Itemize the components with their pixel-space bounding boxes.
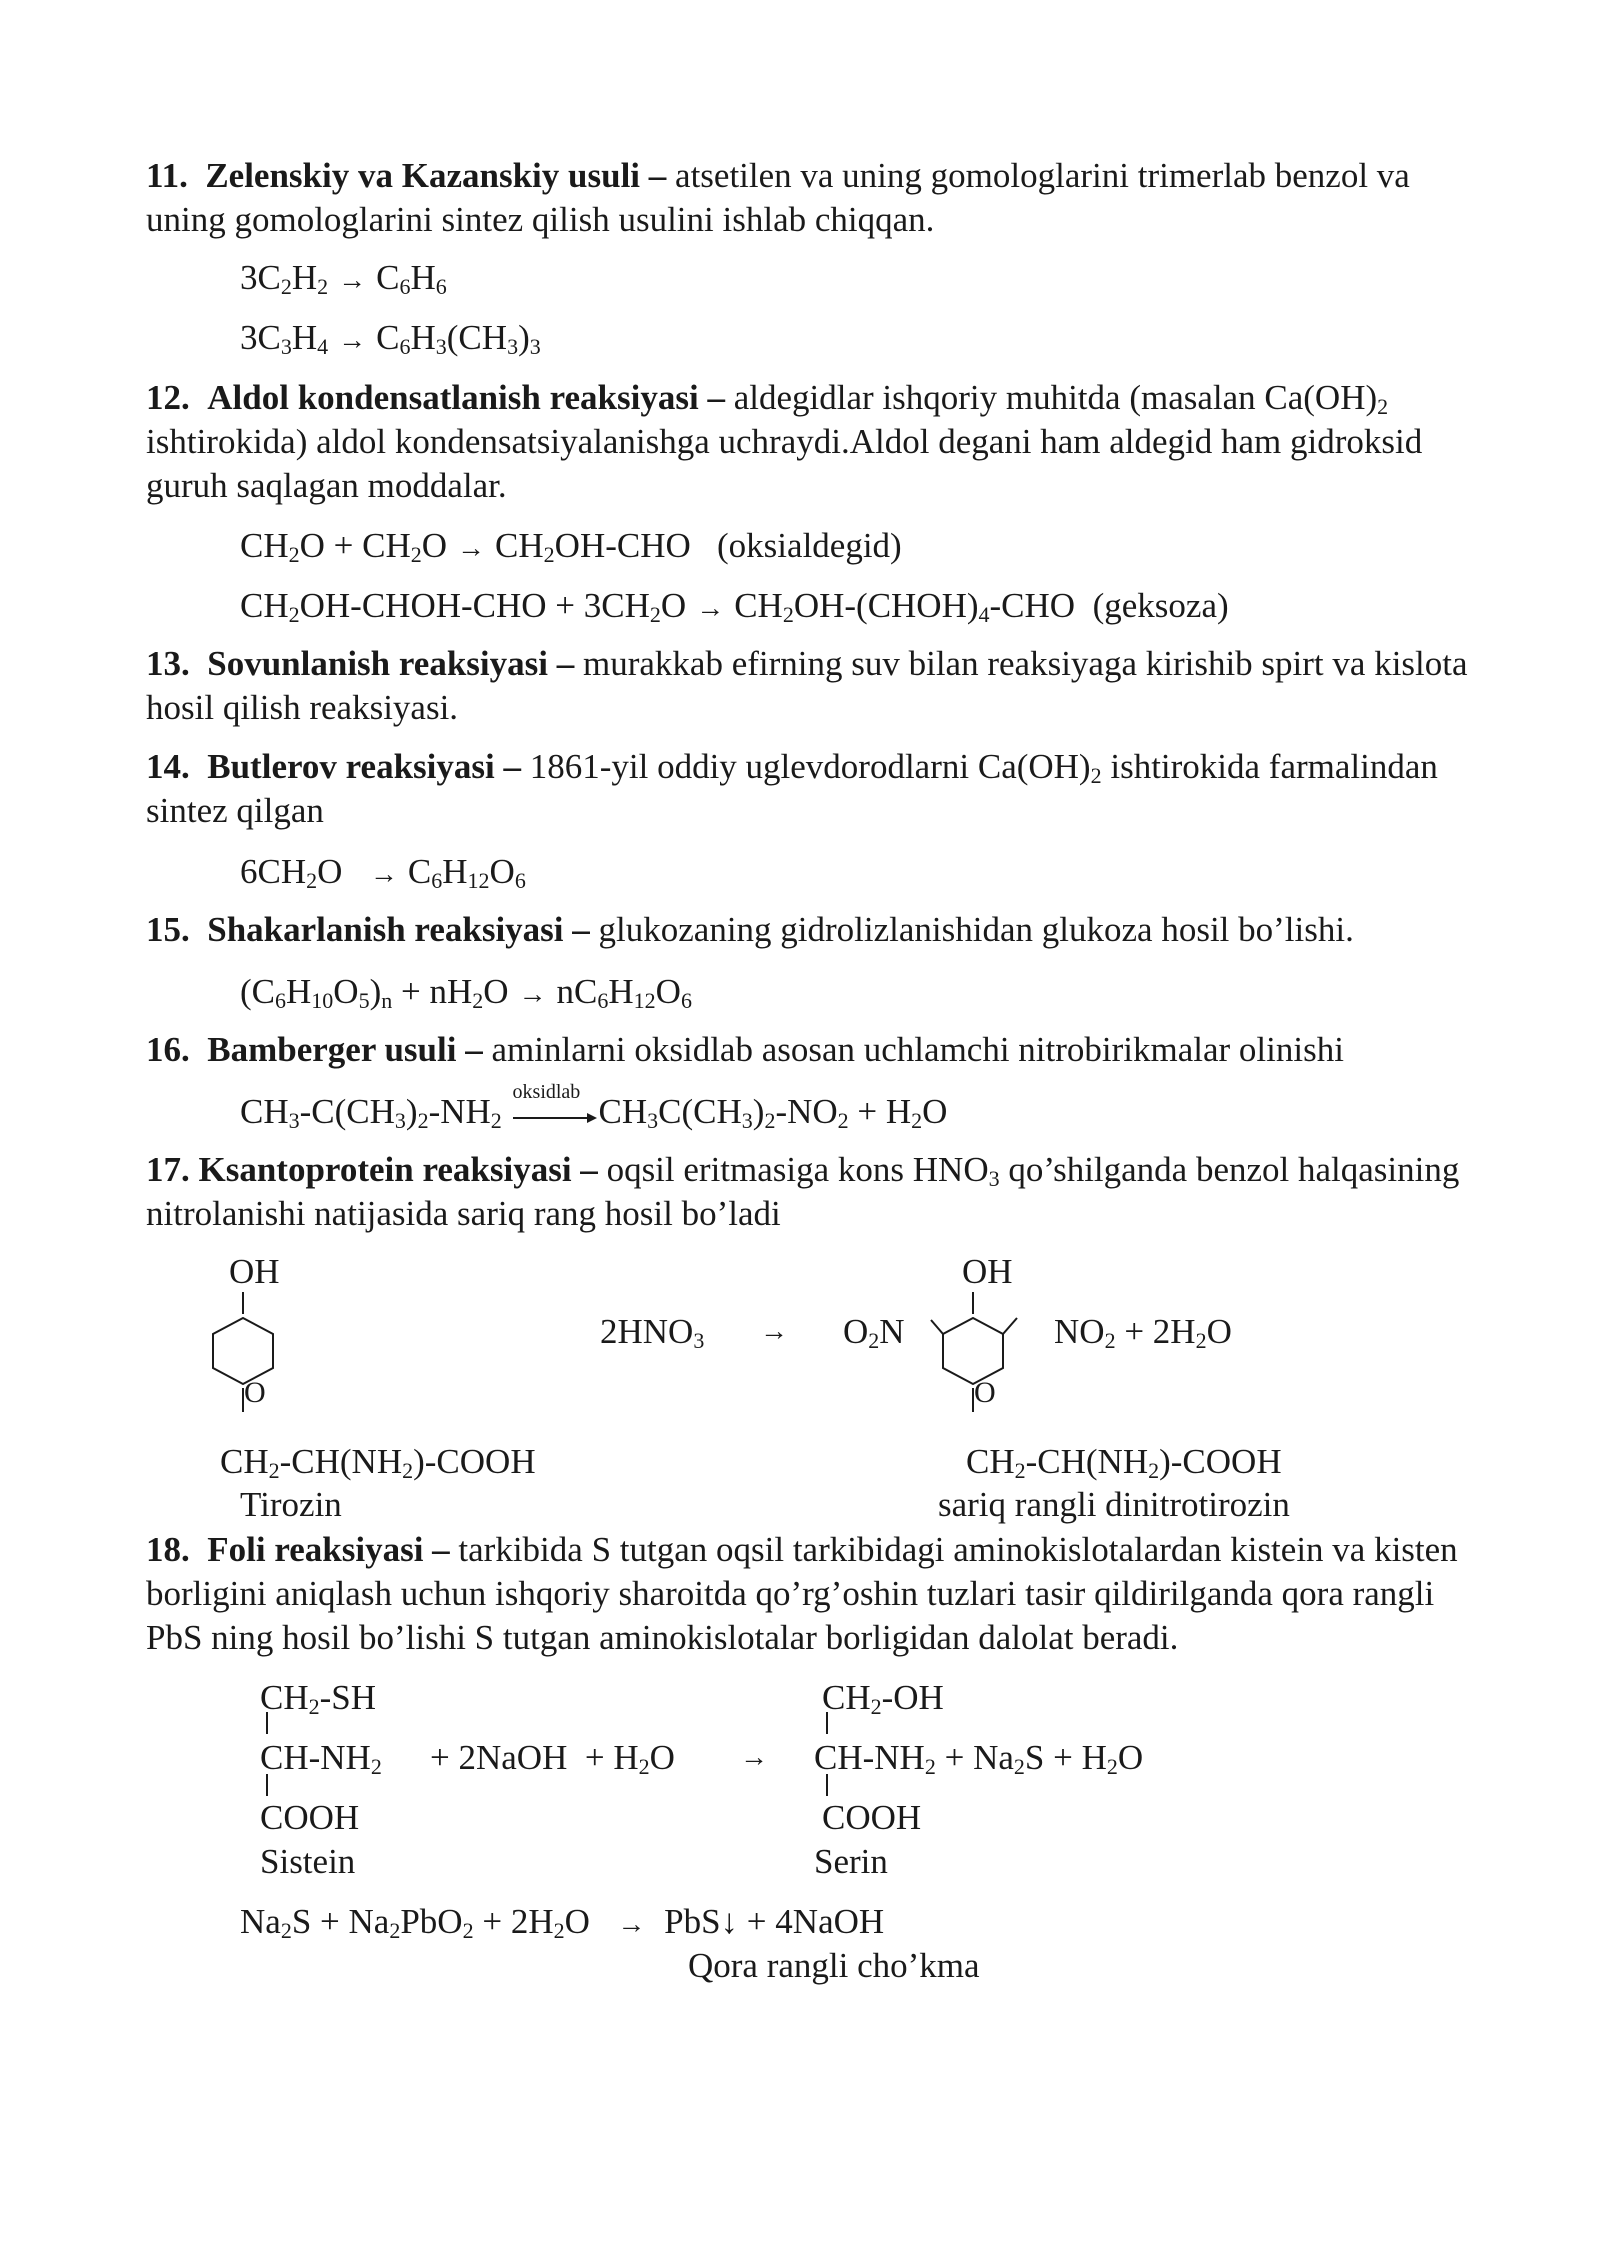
- nitrated-ring-icon: [935, 1290, 1045, 1440]
- arrow-icon: →: [518, 979, 547, 1010]
- section-13: 13. Sovunlanish reaksiyasi – murakkab efirning suv bilan reaksiyaga kirishib spirt va kislota hosil qilish reaksiyasi.: [146, 644, 1468, 727]
- equation-16: $CH_3-C(CH_3)_2-NH_2$ oksidlab $CH_3C(CH_3)_2-NO_2 + H_2O$: [240, 1080, 948, 1133]
- section-12-title: Aldol kondensatlanish reaksiyasi –: [207, 378, 725, 417]
- serine-name: Serin: [814, 1842, 888, 1881]
- tyrosine-name: Tirozin: [240, 1485, 342, 1524]
- section-16: 16. Bamberger usuli – aminlarni oksidlab asosan uchlamchi nitrobirikmalar olinishi: [146, 1030, 1344, 1069]
- section-11-text: atsetilen va uning gomologlarini trimerlab benzol va uning gomologlarini sintez qilish usulini ishlab chiqqan.: [146, 156, 1410, 239]
- arrow-label: oksidlab: [512, 1080, 581, 1103]
- equation-14: $6CH_2O \to C_6H_{12}O_6$: [240, 852, 526, 893]
- tyrosine-oh-label: OH: [229, 1252, 280, 1291]
- arrow-icon: →: [457, 533, 486, 564]
- product-oh-label: OH: [962, 1252, 1013, 1291]
- cysteine-name: Sistein: [260, 1842, 356, 1881]
- arrow-icon: →: [760, 1316, 788, 1347]
- section-11: [146, 154, 1486, 242]
- no2-left: $O_2N$: [843, 1312, 905, 1353]
- section-13-title: Sovunlanish reaksiyasi –: [207, 644, 575, 683]
- section-12-number: 12.: [146, 378, 190, 417]
- arrow-icon: →: [369, 859, 398, 890]
- arrow-icon: →: [338, 325, 367, 356]
- section-16-title: Bamberger usuli –: [207, 1030, 483, 1069]
- section-11-number: 11.: [146, 156, 188, 195]
- ring-o-label: O: [244, 1376, 266, 1409]
- precipitate-note: Qora rangli cho’kma: [688, 1946, 980, 1985]
- arrow-icon: →: [338, 265, 367, 296]
- tyrosine-side-chain: $CH_2-CH(NH_2)$-COOH: [220, 1442, 536, 1483]
- equation-12-2-note: (geksoza): [1092, 586, 1229, 625]
- equation-12-2: $CH_2OH-CHOH$-CHO + $3CH_2O$ → $CH_2OH-(CHOH)_4$-CHO (geksoza): [240, 586, 1229, 627]
- equation-11-2: $3C_3H_4 \to C_6H_3(CH_3)_3$: [240, 318, 541, 359]
- section-15-title: Shakarlanish reaksiyasi –: [207, 910, 590, 949]
- section-18: 18. Foli reaksiyasi – tarkibida S tutgan oqsil tarkibidagi aminokislotalardan kistein va kisten borligini aniqlash uchun ishqoriy sharoitda qo’rg’oshin tuzlari tasir qildirilganda qora rangli PbS ning hosil bo’lishi S tutgan aminokislotalar borligidan dalolat beradi.: [146, 1530, 1458, 1657]
- equation-15: $(C_6H_{10}O_5)_n + nH_2O \to nC_6H_{12}O_6$: [240, 972, 692, 1013]
- section-12: 12. Aldol kondensatlanish reaksiyasi – aldegidlar ishqoriy muhitda (masalan $Ca(OH)_2$ ishtirokida) aldol kondensatsiyalanishga uchraydi.Aldol degani ham aldegid ham gidroksid guruh saqlagan moddalar.: [146, 378, 1423, 505]
- serine-cooh: COOH: [822, 1798, 922, 1837]
- serine-chnh2-products: $CH-NH_2 + Na_2S + H_2O$: [814, 1738, 1144, 1779]
- section-14: 14. Butlerov reaksiyasi – 1861-yil oddiy uglevdorodlarni $Ca(OH)_2$ ishtirokida farmalindan sintez qilgan: [146, 747, 1438, 830]
- arrow-icon: →: [617, 1909, 646, 1940]
- section-14-title: Butlerov reaksiyasi –: [207, 747, 521, 786]
- product-side-chain: $CH_2-CH(NH_2)$-COOH: [966, 1442, 1282, 1483]
- section-18-title: Foli reaksiyasi –: [207, 1530, 450, 1569]
- arrow-icon: →: [696, 593, 725, 624]
- section-11-title: Zelenskiy va Kazanskiy usuli –: [205, 156, 667, 195]
- section-17: 17. Ksantoprotein reaksiyasi – oqsil eritmasiga kons $HNO_3$ qo’shilganda benzol halqasining nitrolanishi natijasida sariq rang hosil bo’ladi: [146, 1150, 1460, 1233]
- cysteine-chnh2: $CH-NH_2$: [260, 1738, 382, 1779]
- equation-12-1-note: (oksialdegid): [717, 526, 902, 565]
- dinitrotyrosine-name: sariq rangli dinitrotirozin: [938, 1485, 1290, 1524]
- labeled-arrow: [511, 1080, 599, 1130]
- ring-o-label: O: [974, 1376, 996, 1409]
- reagent-hno3: $2HNO_3$: [600, 1312, 705, 1353]
- section-15: 15. Shakarlanish reaksiyasi – glukozaning gidrolizlanishidan glukoza hosil bo’lishi.: [146, 910, 1354, 949]
- cysteine-ch2sh: $CH_2-SH$: [260, 1678, 377, 1719]
- arrow-icon: →: [740, 1742, 768, 1773]
- equation-12-1: $CH_2O + CH_2O \to CH_2OH-CHO$ (oksialdegid): [240, 526, 902, 567]
- equation-18-2: $Na_2S + Na_2PbO_2 + 2H_2O$ → PbS↓ + 4NaOH: [240, 1902, 885, 1943]
- long-arrow-icon: [511, 1108, 599, 1128]
- benzene-ring-icon: [210, 1290, 300, 1440]
- no2-right-and-water: $NO_2 + 2H_2O$: [1054, 1312, 1232, 1353]
- section-17-title: Ksantoprotein reaksiyasi –: [198, 1150, 598, 1189]
- equation-11-1: $3C_2H_2 \to C_6H_6$: [240, 258, 447, 299]
- cysteine-cooh: COOH: [260, 1798, 360, 1837]
- reagents-naoh-water: + 2NaOH + $H_2O$: [430, 1738, 675, 1779]
- serine-ch2oh: $CH_2-OH$: [822, 1678, 944, 1719]
